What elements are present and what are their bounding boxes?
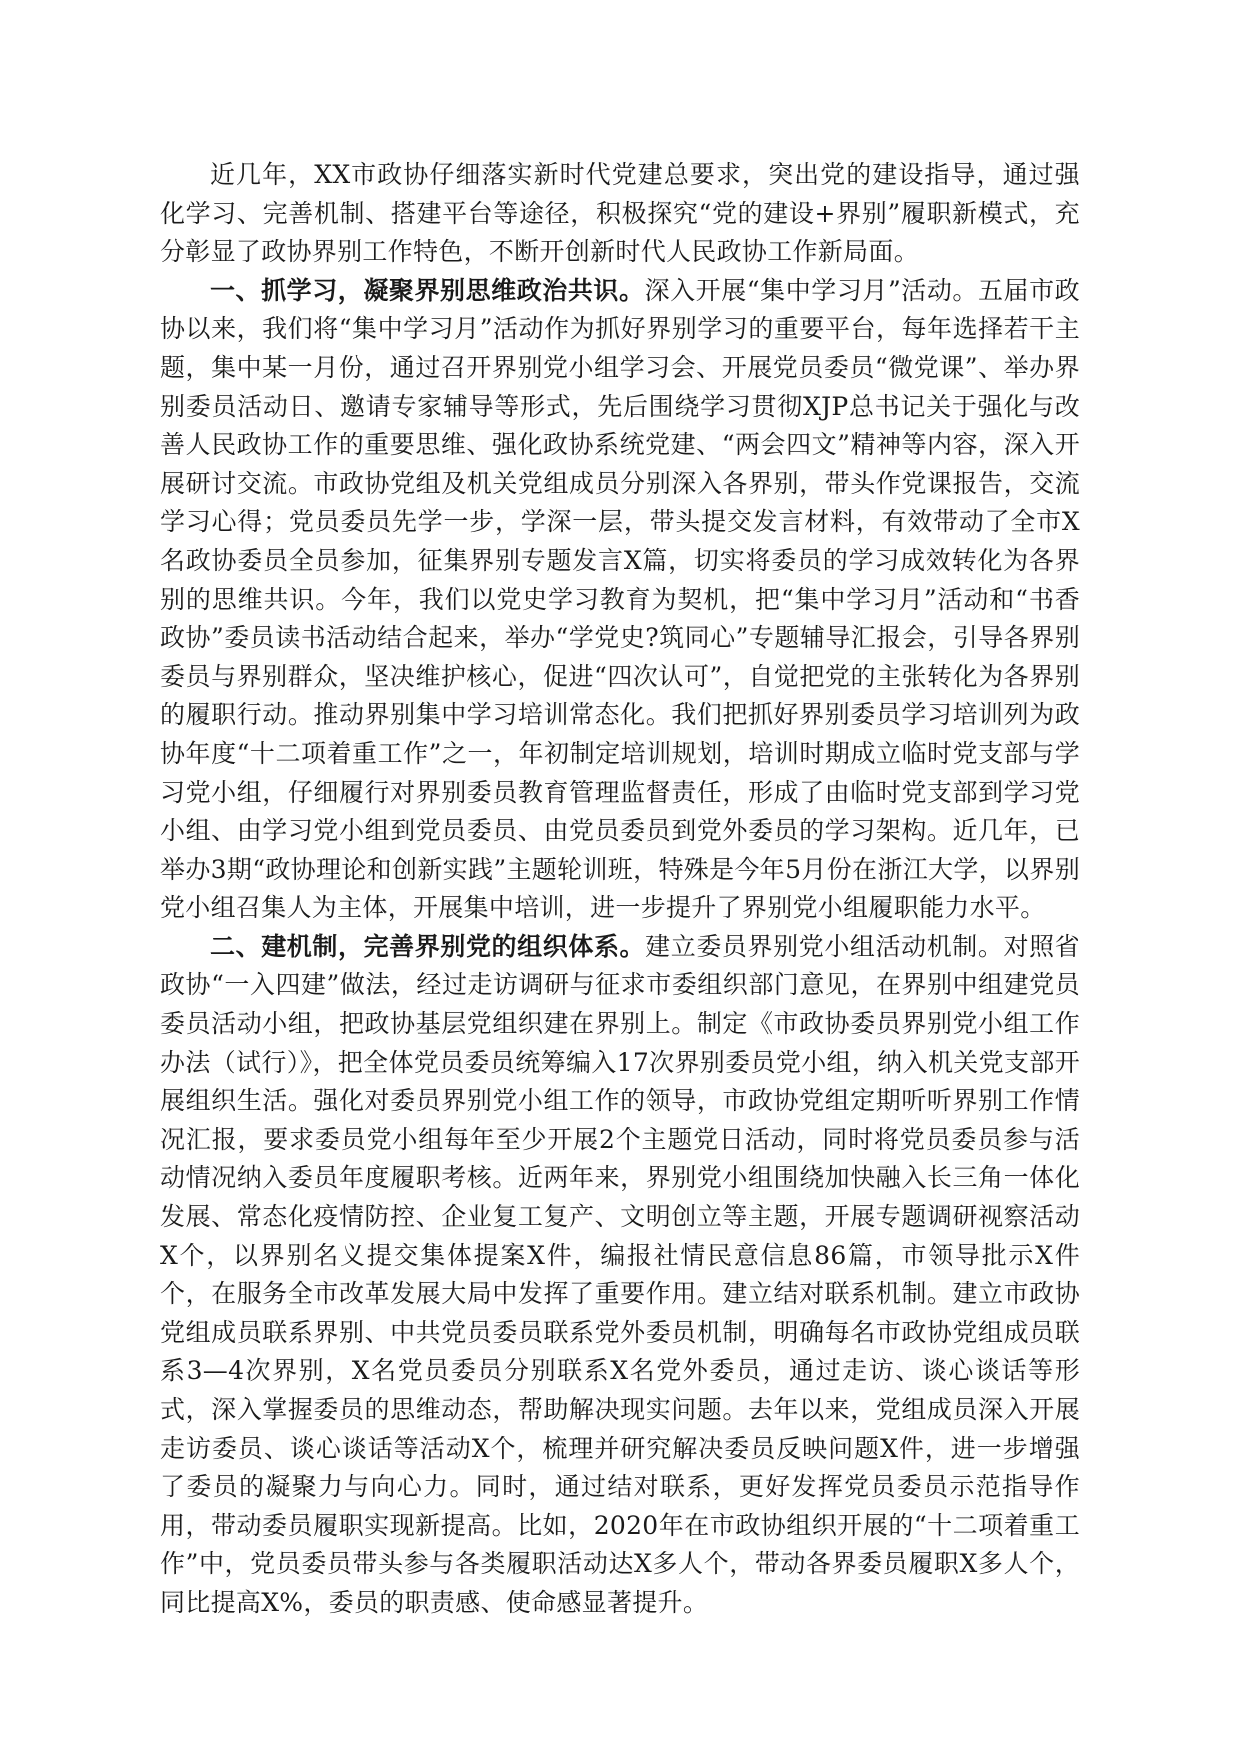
section-1-heading: 一、抓学习，凝聚界别思维政治共识。 — [210, 275, 645, 305]
section-2-heading: 二、建机制，完善界别党的组织体系。 — [210, 931, 646, 961]
intro-paragraph — [160, 156, 1080, 272]
intro-paragraph-text: 近几年，XX市政协仔细落实新时代党建总要求，突出党的建设指导，通过强化学习、完善机制、搭建平台等途径，积极探究“党的建设+界别”履职新模式，充分彰显了政协界别工作特色，不断开创新时代人民政协工作新局面。 — [160, 160, 1080, 267]
section-1-text: 深入开展“集中学习月”活动。五届市政协以来，我们将“集中学习月”活动作为抓好界别学习的重要平台，每年选择若干主题，集中某一月份，通过召开界别党小组学习会、开展党员委员“微党课”、举办界别委员活动日、邀请专家辅导等形式，先后围绕学习贯彻XJP总书记关于强化与改善人民政协工作的重要思维、强化政协系统党建、“两会四文”精神等内容，深入开展研讨交流。市政协党组及机关党组成员分别深入各界别，带头作党课报告，交流学习心得；党员委员先学一步，学深一层，带头提交发言材料，有效带动了全市X名政协委员全员参加，征集界别专题发言X篇，切实将委员的学习成效转化为各界别的思维共识。今年，我们以党史学习教育为契机，把“集中学习月”活动和“书香政协”委员读书活动结合起来，举办“学党史?筑同心”专题辅导汇报会，引导各界别委员与界别群众，坚决维护核心，促进“四次认可”，自觉把党的主张转化为各界别的履职行动。推动界别集中学习培训常态化。我们把抓好界别委员学习培训列为政协年度“十二项着重工作”之一，年初制定培训规划，培训时期成立临时党支部与学习党小组，仔细履行对界别委员教育管理监督责任，形成了由临时党支部到学习党小组、由学习党小组到党员委员、由党员委员到党外委员的学习架构。近几年，已举办3期“政协理论和创新实践”主题轮训班，特殊是今年5月份在浙江大学，以界别党小组召集人为主体，开展集中培训，进一步提升了界别党小组履职能力水平。 — [160, 275, 1080, 923]
section-1-paragraph — [160, 272, 1080, 928]
section-2-text: 建立委员界别党小组活动机制。对照省政协“一入四建”做法，经过走访调研与征求市委组织部门意见，在界别中组建党员委员活动小组，把政协基层党组织建在界别上。制定《市政协委员界别党小组工作办法（试行）》，把全体党员委员统筹编入17次界别委员党小组，纳入机关党支部开展组织生活。强化对委员界别党小组工作的领导，市政协党组定期听听界别工作情况汇报，要求委员党小组每年至少开展2个主题党日活动，同时将党员委员参与活动情况纳入委员年度履职考核。近两年来，界别党小组围绕加快融入长三角一体化发展、常态化疫情防控、企业复工复产、文明创立等主题，开展专题调研视察活动X个，以界别名义提交集体提案X件，编报社情民意信息86篇，市领导批示X件个，在服务全市改革发展大局中发挥了重要作用。建立结对联系机制。建立市政协党组成员联系界别、中共党员委员联系党外委员机制，明确每名市政协党组成员联系3—4次界别，X名党员委员分别联系X名党外委员，通过走访、谈心谈话等形式，深入掌握委员的思维动态，帮助解决现实问题。去年以来，党组成员深入开展走访委员、谈心谈话等活动X个，梳理并研究解决委员反映问题X件，进一步增强了委员的凝聚力与向心力。同时，通过结对联系，更好发挥党员委员示范指导作用，带动委员履职实现新提高。比如，2020年在市政协组织开展的“十二项着重工作”中，党员委员带头参与各类履职活动达X多人个，带动各界委员履职X多人个，同比提高X%，委员的职责感、使命感显著提升。 — [160, 931, 1080, 1617]
document-body — [160, 156, 1080, 1623]
section-2-paragraph — [160, 928, 1080, 1623]
